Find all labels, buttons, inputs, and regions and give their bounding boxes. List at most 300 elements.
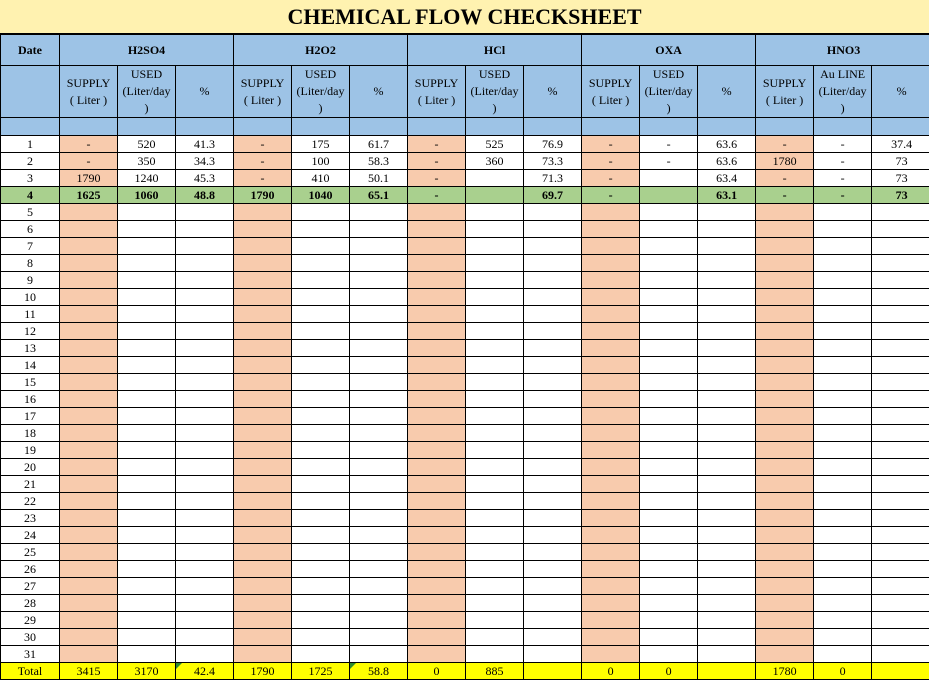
used-cell[interactable] [292, 493, 350, 510]
supply-cell[interactable] [756, 221, 814, 238]
used-cell[interactable] [118, 425, 176, 442]
used-cell[interactable] [466, 459, 524, 476]
percent-cell[interactable] [350, 527, 408, 544]
used-cell[interactable] [466, 646, 524, 663]
used-cell[interactable]: - [814, 170, 872, 187]
percent-cell[interactable] [350, 357, 408, 374]
supply-cell[interactable] [408, 561, 466, 578]
percent-cell[interactable] [698, 442, 756, 459]
percent-cell[interactable] [524, 306, 582, 323]
supply-cell[interactable] [60, 578, 118, 595]
used-cell[interactable] [292, 595, 350, 612]
used-cell[interactable] [118, 646, 176, 663]
used-cell[interactable] [466, 629, 524, 646]
used-cell[interactable] [640, 476, 698, 493]
supply-cell[interactable] [408, 544, 466, 561]
used-cell[interactable] [466, 357, 524, 374]
percent-cell[interactable] [176, 204, 234, 221]
supply-cell[interactable] [756, 408, 814, 425]
percent-cell[interactable] [872, 221, 929, 238]
percent-cell[interactable] [872, 612, 929, 629]
supply-cell[interactable]: - [408, 170, 466, 187]
percent-cell[interactable]: 37.4 [872, 136, 929, 153]
supply-cell[interactable]: 1625 [60, 187, 118, 204]
percent-cell[interactable] [872, 493, 929, 510]
percent-cell[interactable] [176, 425, 234, 442]
used-cell[interactable] [466, 493, 524, 510]
used-cell[interactable] [292, 510, 350, 527]
supply-cell[interactable] [60, 357, 118, 374]
supply-cell[interactable] [234, 425, 292, 442]
percent-cell[interactable] [872, 578, 929, 595]
used-cell[interactable] [814, 442, 872, 459]
supply-cell[interactable] [234, 527, 292, 544]
used-cell[interactable] [118, 493, 176, 510]
supply-cell[interactable] [408, 323, 466, 340]
percent-cell[interactable] [176, 306, 234, 323]
used-cell[interactable] [640, 425, 698, 442]
used-cell[interactable] [814, 204, 872, 221]
percent-cell[interactable] [176, 391, 234, 408]
used-cell[interactable] [640, 612, 698, 629]
used-cell[interactable] [814, 323, 872, 340]
supply-cell[interactable] [756, 595, 814, 612]
percent-cell[interactable] [350, 629, 408, 646]
supply-cell[interactable] [756, 323, 814, 340]
percent-cell[interactable] [698, 306, 756, 323]
percent-cell[interactable] [350, 306, 408, 323]
used-cell[interactable] [466, 374, 524, 391]
supply-cell[interactable]: - [582, 187, 640, 204]
used-cell[interactable]: - [814, 153, 872, 170]
supply-cell[interactable] [60, 493, 118, 510]
supply-cell[interactable] [756, 306, 814, 323]
percent-cell[interactable] [872, 459, 929, 476]
supply-cell[interactable] [756, 442, 814, 459]
used-cell[interactable] [814, 340, 872, 357]
supply-cell[interactable] [234, 221, 292, 238]
percent-cell[interactable] [872, 527, 929, 544]
percent-cell[interactable] [698, 340, 756, 357]
used-cell[interactable] [292, 527, 350, 544]
used-cell[interactable] [292, 391, 350, 408]
used-cell[interactable] [466, 544, 524, 561]
supply-cell[interactable]: - [234, 136, 292, 153]
used-cell[interactable] [640, 442, 698, 459]
supply-cell[interactable] [234, 459, 292, 476]
supply-cell[interactable] [756, 255, 814, 272]
supply-cell[interactable] [234, 272, 292, 289]
supply-cell[interactable] [756, 391, 814, 408]
percent-cell[interactable] [872, 289, 929, 306]
percent-cell[interactable]: 71.3 [524, 170, 582, 187]
used-cell[interactable]: 1240 [118, 170, 176, 187]
percent-cell[interactable] [176, 459, 234, 476]
supply-cell[interactable] [408, 612, 466, 629]
percent-cell[interactable] [524, 391, 582, 408]
used-cell[interactable] [466, 527, 524, 544]
percent-cell[interactable] [524, 374, 582, 391]
used-cell[interactable] [466, 425, 524, 442]
used-cell[interactable] [118, 408, 176, 425]
percent-cell[interactable] [176, 612, 234, 629]
supply-cell[interactable] [408, 391, 466, 408]
percent-cell[interactable] [698, 561, 756, 578]
supply-cell[interactable] [234, 340, 292, 357]
percent-cell[interactable] [524, 595, 582, 612]
percent-cell[interactable]: 69.7 [524, 187, 582, 204]
percent-cell[interactable] [872, 442, 929, 459]
percent-cell[interactable] [524, 238, 582, 255]
percent-cell[interactable] [698, 391, 756, 408]
supply-cell[interactable] [582, 255, 640, 272]
supply-cell[interactable] [756, 340, 814, 357]
supply-cell[interactable] [756, 425, 814, 442]
percent-cell[interactable] [698, 612, 756, 629]
percent-cell[interactable] [872, 476, 929, 493]
percent-cell[interactable]: 58.3 [350, 153, 408, 170]
supply-cell[interactable] [60, 442, 118, 459]
percent-cell[interactable] [698, 323, 756, 340]
supply-cell[interactable] [582, 476, 640, 493]
percent-cell[interactable] [698, 272, 756, 289]
percent-cell[interactable] [176, 289, 234, 306]
used-cell[interactable] [640, 187, 698, 204]
percent-cell[interactable] [698, 629, 756, 646]
used-cell[interactable] [640, 357, 698, 374]
supply-cell[interactable] [234, 238, 292, 255]
percent-cell[interactable]: 63.1 [698, 187, 756, 204]
used-cell[interactable] [640, 646, 698, 663]
percent-cell[interactable] [350, 561, 408, 578]
percent-cell[interactable] [524, 544, 582, 561]
supply-cell[interactable] [234, 629, 292, 646]
used-cell[interactable]: - [640, 153, 698, 170]
used-cell[interactable] [118, 527, 176, 544]
used-cell[interactable] [466, 578, 524, 595]
percent-cell[interactable] [524, 204, 582, 221]
supply-cell[interactable] [60, 340, 118, 357]
supply-cell[interactable] [234, 544, 292, 561]
used-cell[interactable] [814, 289, 872, 306]
percent-cell[interactable]: 48.8 [176, 187, 234, 204]
used-cell[interactable] [814, 578, 872, 595]
supply-cell[interactable] [234, 306, 292, 323]
supply-cell[interactable] [756, 578, 814, 595]
percent-cell[interactable] [524, 476, 582, 493]
used-cell[interactable] [640, 272, 698, 289]
supply-cell[interactable] [756, 544, 814, 561]
used-cell[interactable]: 525 [466, 136, 524, 153]
supply-cell[interactable] [582, 306, 640, 323]
used-cell[interactable] [640, 170, 698, 187]
used-cell[interactable] [118, 255, 176, 272]
used-cell[interactable] [640, 238, 698, 255]
supply-cell[interactable] [582, 425, 640, 442]
supply-cell[interactable]: 1780 [756, 153, 814, 170]
percent-cell[interactable] [872, 646, 929, 663]
supply-cell[interactable] [234, 646, 292, 663]
used-cell[interactable] [814, 255, 872, 272]
used-cell[interactable] [118, 374, 176, 391]
supply-cell[interactable] [756, 476, 814, 493]
supply-cell[interactable] [408, 578, 466, 595]
percent-cell[interactable] [176, 238, 234, 255]
used-cell[interactable] [640, 510, 698, 527]
percent-cell[interactable] [698, 646, 756, 663]
supply-cell[interactable] [582, 646, 640, 663]
used-cell[interactable] [814, 374, 872, 391]
supply-cell[interactable] [582, 510, 640, 527]
used-cell[interactable] [118, 323, 176, 340]
supply-cell[interactable] [234, 357, 292, 374]
used-cell[interactable] [640, 255, 698, 272]
percent-cell[interactable]: 73 [872, 187, 929, 204]
supply-cell[interactable]: 1790 [234, 187, 292, 204]
used-cell[interactable] [292, 357, 350, 374]
supply-cell[interactable] [234, 408, 292, 425]
percent-cell[interactable] [176, 476, 234, 493]
used-cell[interactable] [466, 612, 524, 629]
percent-cell[interactable] [176, 442, 234, 459]
percent-cell[interactable] [350, 493, 408, 510]
supply-cell[interactable]: - [60, 136, 118, 153]
percent-cell[interactable] [524, 493, 582, 510]
supply-cell[interactable] [60, 629, 118, 646]
percent-cell[interactable]: 76.9 [524, 136, 582, 153]
used-cell[interactable] [466, 306, 524, 323]
percent-cell[interactable] [350, 255, 408, 272]
percent-cell[interactable] [350, 391, 408, 408]
supply-cell[interactable] [234, 323, 292, 340]
used-cell[interactable] [466, 255, 524, 272]
used-cell[interactable]: 1060 [118, 187, 176, 204]
percent-cell[interactable] [176, 544, 234, 561]
supply-cell[interactable]: - [582, 136, 640, 153]
percent-cell[interactable]: 73 [872, 153, 929, 170]
supply-cell[interactable] [408, 527, 466, 544]
percent-cell[interactable] [350, 510, 408, 527]
supply-cell[interactable] [60, 595, 118, 612]
percent-cell[interactable] [176, 272, 234, 289]
used-cell[interactable] [466, 391, 524, 408]
supply-cell[interactable] [756, 238, 814, 255]
percent-cell[interactable] [872, 629, 929, 646]
supply-cell[interactable] [756, 289, 814, 306]
used-cell[interactable]: 360 [466, 153, 524, 170]
supply-cell[interactable] [582, 340, 640, 357]
supply-cell[interactable] [234, 578, 292, 595]
supply-cell[interactable] [234, 595, 292, 612]
percent-cell[interactable] [524, 527, 582, 544]
supply-cell[interactable] [60, 646, 118, 663]
percent-cell[interactable] [524, 255, 582, 272]
percent-cell[interactable] [176, 340, 234, 357]
used-cell[interactable] [640, 578, 698, 595]
used-cell[interactable] [814, 221, 872, 238]
supply-cell[interactable] [408, 340, 466, 357]
used-cell[interactable]: - [814, 136, 872, 153]
supply-cell[interactable] [234, 289, 292, 306]
supply-cell[interactable] [408, 476, 466, 493]
supply-cell[interactable] [60, 459, 118, 476]
supply-cell[interactable] [60, 374, 118, 391]
percent-cell[interactable] [698, 357, 756, 374]
supply-cell[interactable] [756, 527, 814, 544]
supply-cell[interactable] [408, 595, 466, 612]
supply-cell[interactable] [408, 646, 466, 663]
supply-cell[interactable] [582, 357, 640, 374]
percent-cell[interactable]: 63.6 [698, 153, 756, 170]
used-cell[interactable] [814, 510, 872, 527]
used-cell[interactable] [466, 442, 524, 459]
percent-cell[interactable] [524, 425, 582, 442]
used-cell[interactable]: 100 [292, 153, 350, 170]
percent-cell[interactable] [872, 357, 929, 374]
percent-cell[interactable] [350, 374, 408, 391]
percent-cell[interactable] [350, 289, 408, 306]
percent-cell[interactable] [698, 221, 756, 238]
percent-cell[interactable]: 63.4 [698, 170, 756, 187]
supply-cell[interactable] [408, 510, 466, 527]
used-cell[interactable] [640, 391, 698, 408]
used-cell[interactable] [292, 612, 350, 629]
supply-cell[interactable] [60, 238, 118, 255]
supply-cell[interactable] [408, 408, 466, 425]
used-cell[interactable] [118, 357, 176, 374]
used-cell[interactable] [292, 578, 350, 595]
percent-cell[interactable] [350, 459, 408, 476]
percent-cell[interactable] [698, 527, 756, 544]
used-cell[interactable] [466, 476, 524, 493]
supply-cell[interactable] [60, 204, 118, 221]
percent-cell[interactable] [176, 561, 234, 578]
used-cell[interactable] [466, 221, 524, 238]
used-cell[interactable] [814, 476, 872, 493]
used-cell[interactable] [466, 187, 524, 204]
used-cell[interactable] [466, 238, 524, 255]
supply-cell[interactable] [60, 255, 118, 272]
used-cell[interactable] [814, 612, 872, 629]
percent-cell[interactable] [350, 612, 408, 629]
supply-cell[interactable]: - [408, 136, 466, 153]
supply-cell[interactable]: - [234, 170, 292, 187]
used-cell[interactable] [466, 510, 524, 527]
supply-cell[interactable] [756, 510, 814, 527]
percent-cell[interactable] [698, 408, 756, 425]
used-cell[interactable] [466, 408, 524, 425]
supply-cell[interactable] [756, 629, 814, 646]
used-cell[interactable] [118, 204, 176, 221]
percent-cell[interactable] [176, 578, 234, 595]
used-cell[interactable] [814, 561, 872, 578]
percent-cell[interactable] [350, 442, 408, 459]
supply-cell[interactable] [234, 204, 292, 221]
percent-cell[interactable] [176, 357, 234, 374]
percent-cell[interactable] [698, 204, 756, 221]
used-cell[interactable] [292, 476, 350, 493]
supply-cell[interactable] [582, 238, 640, 255]
supply-cell[interactable] [60, 425, 118, 442]
percent-cell[interactable] [176, 408, 234, 425]
used-cell[interactable] [118, 238, 176, 255]
percent-cell[interactable] [350, 238, 408, 255]
supply-cell[interactable] [60, 391, 118, 408]
used-cell[interactable] [814, 391, 872, 408]
supply-cell[interactable] [60, 323, 118, 340]
percent-cell[interactable] [872, 340, 929, 357]
supply-cell[interactable] [582, 408, 640, 425]
percent-cell[interactable]: 73.3 [524, 153, 582, 170]
supply-cell[interactable] [408, 425, 466, 442]
supply-cell[interactable] [582, 323, 640, 340]
supply-cell[interactable] [234, 510, 292, 527]
supply-cell[interactable] [234, 493, 292, 510]
supply-cell[interactable] [234, 391, 292, 408]
percent-cell[interactable] [872, 238, 929, 255]
percent-cell[interactable] [872, 204, 929, 221]
used-cell[interactable] [814, 646, 872, 663]
supply-cell[interactable] [60, 561, 118, 578]
percent-cell[interactable] [176, 255, 234, 272]
used-cell[interactable] [118, 544, 176, 561]
used-cell[interactable]: 350 [118, 153, 176, 170]
supply-cell[interactable] [582, 221, 640, 238]
percent-cell[interactable] [350, 544, 408, 561]
used-cell[interactable] [466, 323, 524, 340]
supply-cell[interactable] [582, 459, 640, 476]
used-cell[interactable] [640, 204, 698, 221]
percent-cell[interactable] [698, 289, 756, 306]
supply-cell[interactable]: - [756, 170, 814, 187]
percent-cell[interactable] [872, 544, 929, 561]
used-cell[interactable] [118, 221, 176, 238]
percent-cell[interactable] [872, 374, 929, 391]
used-cell[interactable] [292, 561, 350, 578]
percent-cell[interactable] [350, 221, 408, 238]
percent-cell[interactable] [350, 476, 408, 493]
percent-cell[interactable] [350, 646, 408, 663]
percent-cell[interactable] [350, 323, 408, 340]
used-cell[interactable] [640, 289, 698, 306]
supply-cell[interactable] [234, 476, 292, 493]
used-cell[interactable] [118, 459, 176, 476]
percent-cell[interactable]: 41.3 [176, 136, 234, 153]
used-cell[interactable] [292, 340, 350, 357]
percent-cell[interactable]: 50.1 [350, 170, 408, 187]
used-cell[interactable] [118, 578, 176, 595]
percent-cell[interactable] [698, 238, 756, 255]
percent-cell[interactable] [698, 374, 756, 391]
used-cell[interactable] [814, 493, 872, 510]
supply-cell[interactable] [756, 374, 814, 391]
used-cell[interactable] [466, 340, 524, 357]
supply-cell[interactable] [60, 510, 118, 527]
supply-cell[interactable] [582, 595, 640, 612]
used-cell[interactable] [292, 425, 350, 442]
supply-cell[interactable] [756, 459, 814, 476]
percent-cell[interactable] [524, 442, 582, 459]
used-cell[interactable] [118, 595, 176, 612]
used-cell[interactable]: 520 [118, 136, 176, 153]
supply-cell[interactable] [60, 612, 118, 629]
supply-cell[interactable] [408, 221, 466, 238]
percent-cell[interactable] [176, 527, 234, 544]
percent-cell[interactable]: 34.3 [176, 153, 234, 170]
used-cell[interactable] [814, 357, 872, 374]
used-cell[interactable]: - [814, 187, 872, 204]
supply-cell[interactable] [408, 493, 466, 510]
